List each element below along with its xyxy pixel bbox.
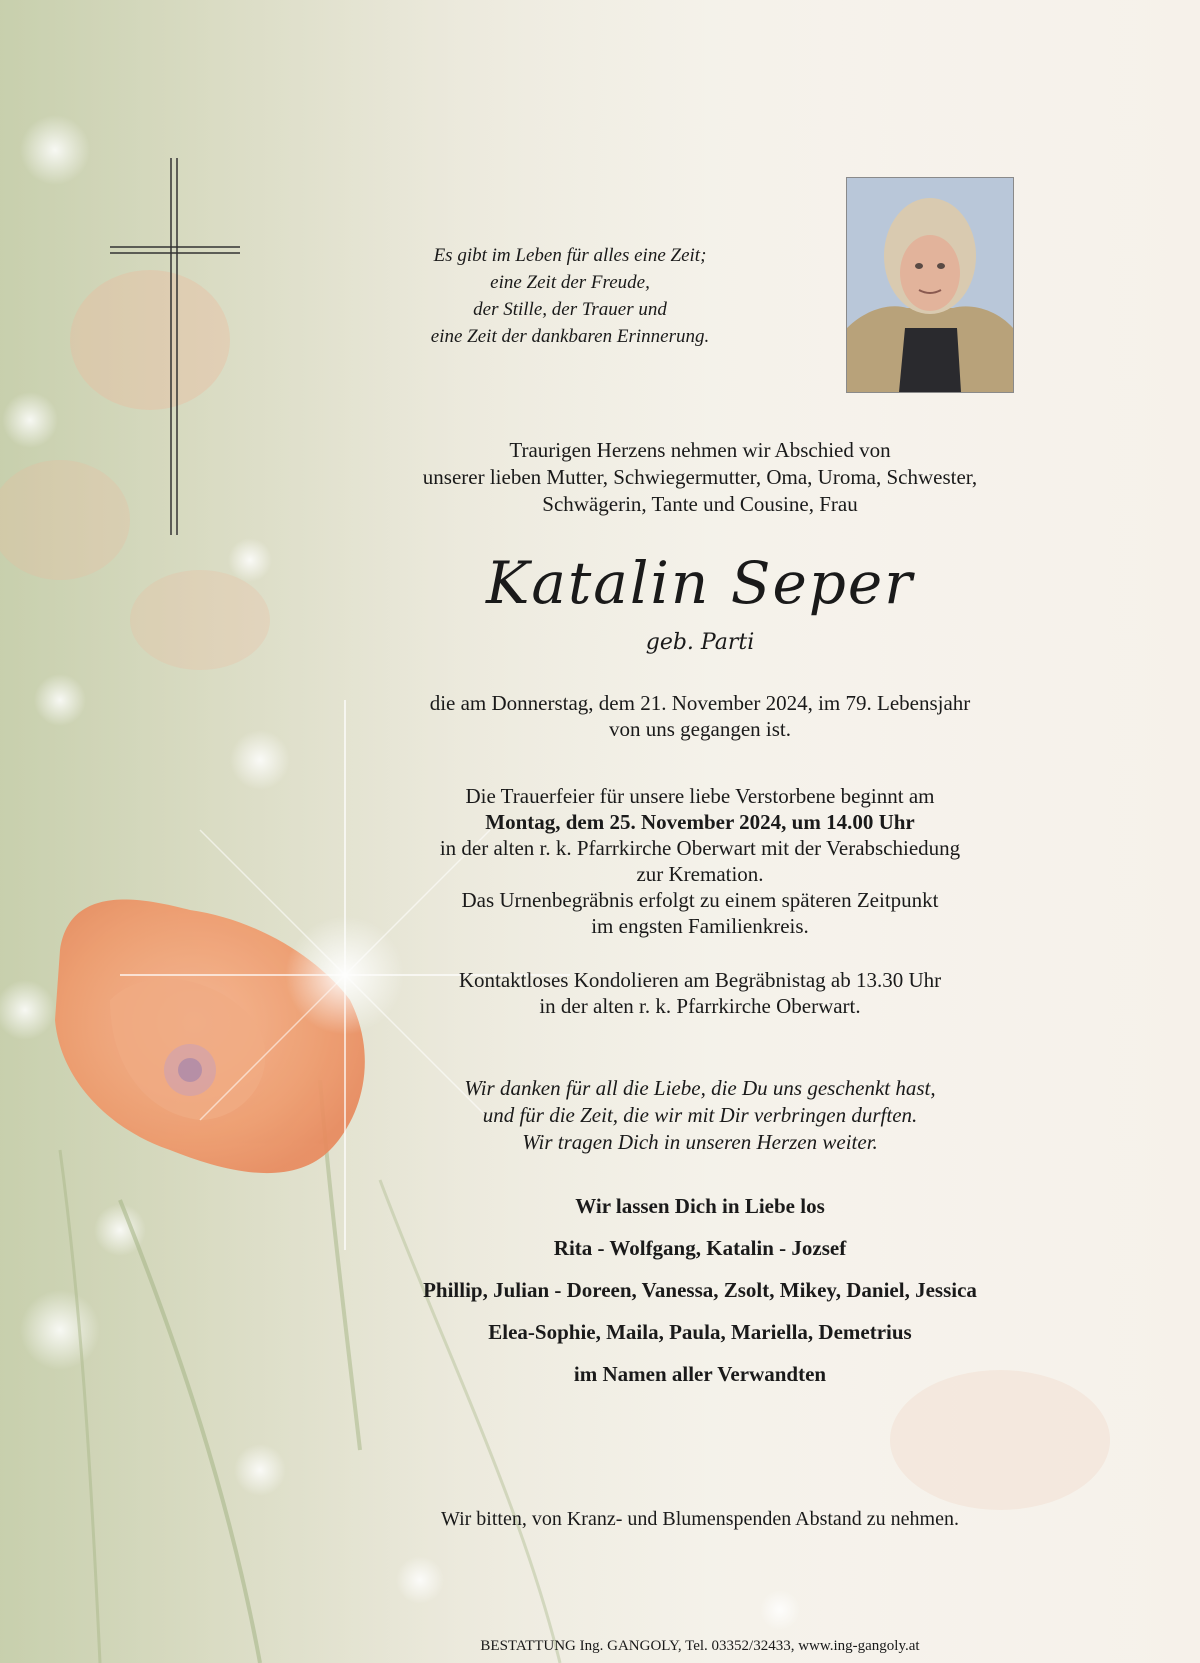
ceremony-line: Das Urnenbegräbnis erfolgt zu einem späteren Zeitpunkt xyxy=(461,888,939,912)
intro-line: unserer lieben Mutter, Schwiegermutter, Oma, Uroma, Schwester, xyxy=(422,465,978,489)
ceremony-date: Montag, dem 25. November 2024, um 14.00 Uhr xyxy=(485,810,915,834)
cross-icon xyxy=(100,155,250,535)
ceremony-line: in der alten r. k. Pfarrkirche Oberwart mit der Verabschiedung xyxy=(439,836,961,860)
family-line: Wir lassen Dich in Liebe los xyxy=(575,1194,825,1218)
quote-line: eine Zeit der Freude, xyxy=(490,272,650,293)
thanks-line: und für die Zeit, die wir mit Dir verbringen durften. xyxy=(482,1103,918,1127)
quote-line: Es gibt im Leben für alles eine Zeit; xyxy=(433,245,707,266)
death-line: die am Donnerstag, dem 21. November 2024, im 79. Lebensjahr xyxy=(429,691,971,715)
family-line: Rita - Wolfgang, Katalin - Jozsef xyxy=(553,1236,847,1260)
thanks-verse xyxy=(330,1075,1070,1156)
announcement-intro xyxy=(330,437,1070,518)
deceased-name: Katalin Seper xyxy=(486,549,914,617)
opening-quote xyxy=(380,242,760,350)
portrait-photo xyxy=(846,177,1014,393)
family-mourners xyxy=(330,1193,1070,1403)
ceremony-line: zur Kremation. xyxy=(636,862,764,886)
quote-line: eine Zeit der dankbaren Erinnerung. xyxy=(430,326,710,347)
thanks-line: Wir danken für all die Liebe, die Du uns geschenkt hast, xyxy=(464,1076,936,1100)
condolence-info xyxy=(330,967,1070,1019)
quote-line: der Stille, der Trauer und xyxy=(473,299,667,320)
family-line: Elea-Sophie, Maila, Paula, Mariella, Demetrius xyxy=(488,1320,912,1344)
thanks-line: Wir tragen Dich in unseren Herzen weiter. xyxy=(522,1130,878,1154)
flowers-note: Wir bitten, von Kranz- und Blumenspenden Abstand zu nehmen. xyxy=(441,1508,959,1530)
death-line: von uns gegangen ist. xyxy=(609,717,791,741)
death-notice xyxy=(330,690,1070,742)
family-line: im Namen aller Verwandten xyxy=(573,1362,827,1386)
funeral-home-footer: BESTATTUNG Ing. GANGOLY, Tel. 03352/32433, www.ing-gangoly.at xyxy=(480,1638,920,1654)
condolence-line: in der alten r. k. Pfarrkirche Oberwart. xyxy=(539,994,861,1018)
family-line: Phillip, Julian - Doreen, Vanessa, Zsolt, Mikey, Daniel, Jessica xyxy=(423,1278,977,1302)
intro-line: Schwägerin, Tante und Cousine, Frau xyxy=(542,492,858,516)
condolence-line: Kontaktloses Kondolieren am Begräbnistag ab 13.30 Uhr xyxy=(458,968,942,992)
ceremony-line: Die Trauerfeier für unsere liebe Verstorbene beginnt am xyxy=(465,784,935,808)
ceremony-line: im engsten Familienkreis. xyxy=(591,914,809,938)
intro-line: Traurigen Herzens nehmen wir Abschied von xyxy=(509,438,891,462)
ceremony-info xyxy=(330,783,1070,939)
maiden-name: geb. Parti xyxy=(645,630,755,655)
